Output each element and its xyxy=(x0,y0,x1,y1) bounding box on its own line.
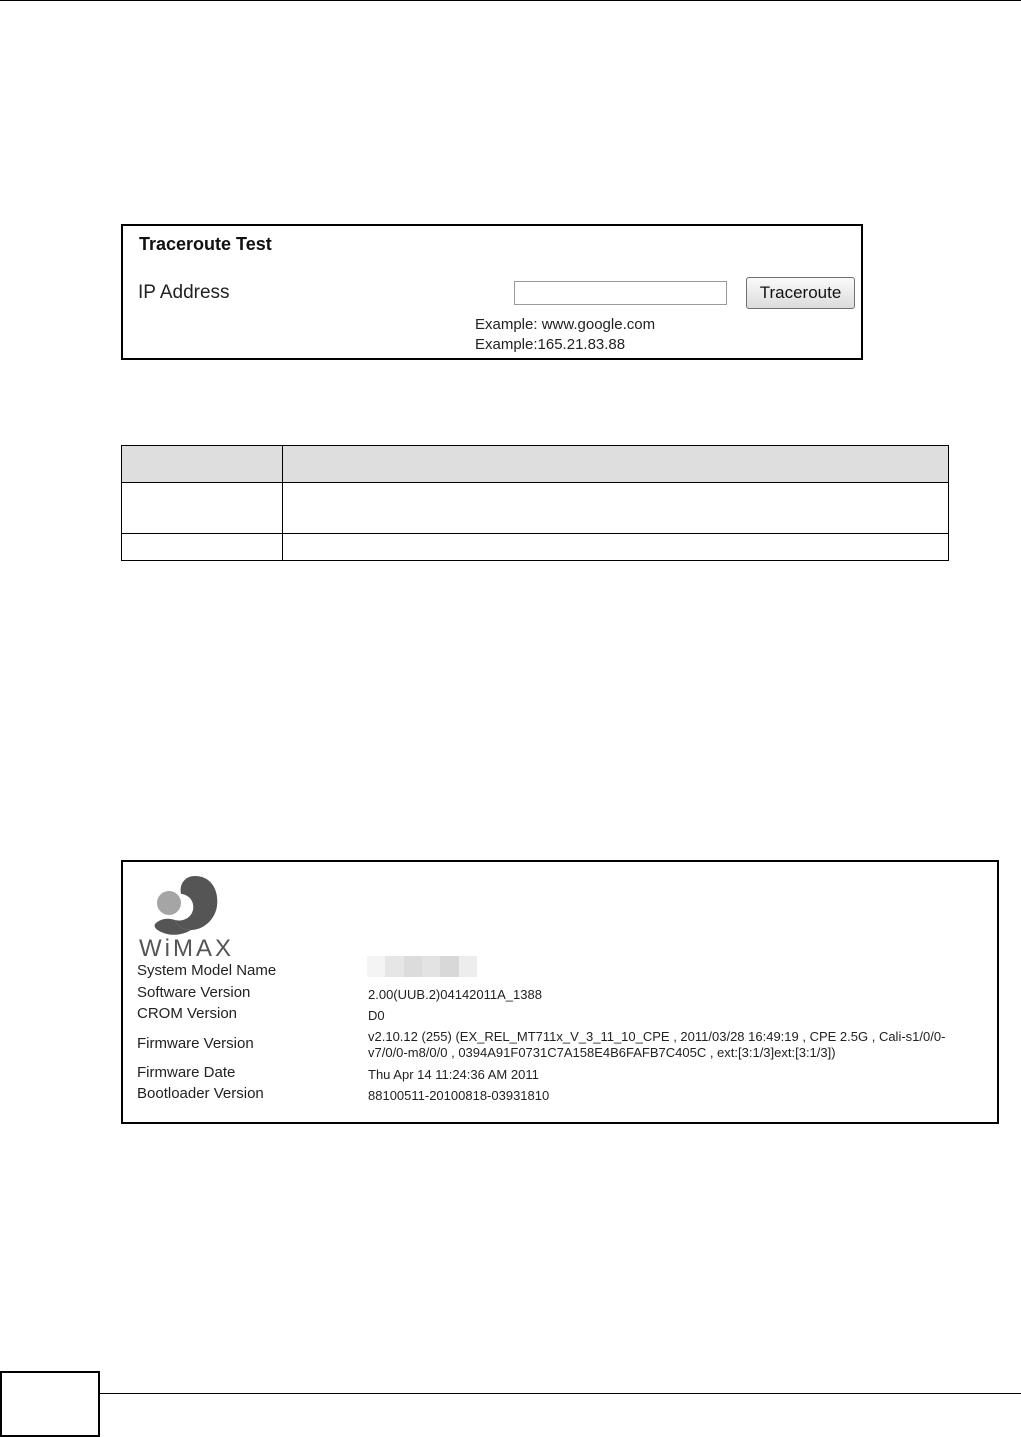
firmware-version-value-line1: v2.10.12 (255) (EX_REL_MT711x_V_3_11_10_CPE , 2011/03/28 16:49:19 , CPE 2.5G , Cali-s1/0/0- xyxy=(368,1029,946,1044)
traceroute-panel xyxy=(121,224,863,360)
table-header-label xyxy=(122,446,283,483)
wimax-logo-text: WiMAX xyxy=(139,935,234,958)
firmware-version-label: Firmware Version xyxy=(137,1035,254,1052)
description-table xyxy=(121,445,949,561)
table-row xyxy=(122,534,949,561)
bootloader-version-label: Bootloader Version xyxy=(137,1085,264,1102)
ip-address-label: IP Address xyxy=(138,282,230,303)
traceroute-button[interactable]: Traceroute xyxy=(746,277,855,309)
redacted-value xyxy=(367,956,477,977)
bootloader-version-value: 88100511-20100818-03931810 xyxy=(368,1088,550,1103)
table-header-description xyxy=(283,446,949,483)
system-info-panel xyxy=(121,860,999,1124)
table-cell xyxy=(283,534,949,561)
software-version-value: 2.00(UUB.2)04142011A_1388 xyxy=(368,987,542,1002)
crom-version-label: CROM Version xyxy=(137,1005,238,1022)
top-rule xyxy=(0,0,1021,1)
table-cell xyxy=(122,483,283,534)
example-ip: Example:165.21.83.88 xyxy=(475,336,626,353)
page-number-box xyxy=(0,1371,100,1437)
table-cell xyxy=(122,534,283,561)
software-version-label: Software Version xyxy=(137,984,251,1001)
traceroute-title: Traceroute Test xyxy=(139,234,272,254)
firmware-version-value-line2: v7/0/0-m8/0/0 , 0394A91F0731C7A158E4B6FAFB7C405C , ext:[3:1/3]ext:[3:1/3]) xyxy=(368,1045,836,1060)
table-cell xyxy=(283,483,949,534)
table-row xyxy=(122,483,949,534)
example-hostname: Example: www.google.com xyxy=(475,316,656,333)
table-header-row xyxy=(122,446,949,483)
firmware-date-label: Firmware Date xyxy=(137,1064,236,1081)
firmware-date-value: Thu Apr 14 11:24:36 AM 2011 xyxy=(368,1067,539,1082)
ip-address-input[interactable] xyxy=(514,281,727,305)
system-model-name-label: System Model Name xyxy=(137,962,277,979)
wimax-logo-icon xyxy=(137,872,241,958)
crom-version-value: D0 xyxy=(368,1008,385,1023)
footer-rule xyxy=(100,1393,1021,1394)
